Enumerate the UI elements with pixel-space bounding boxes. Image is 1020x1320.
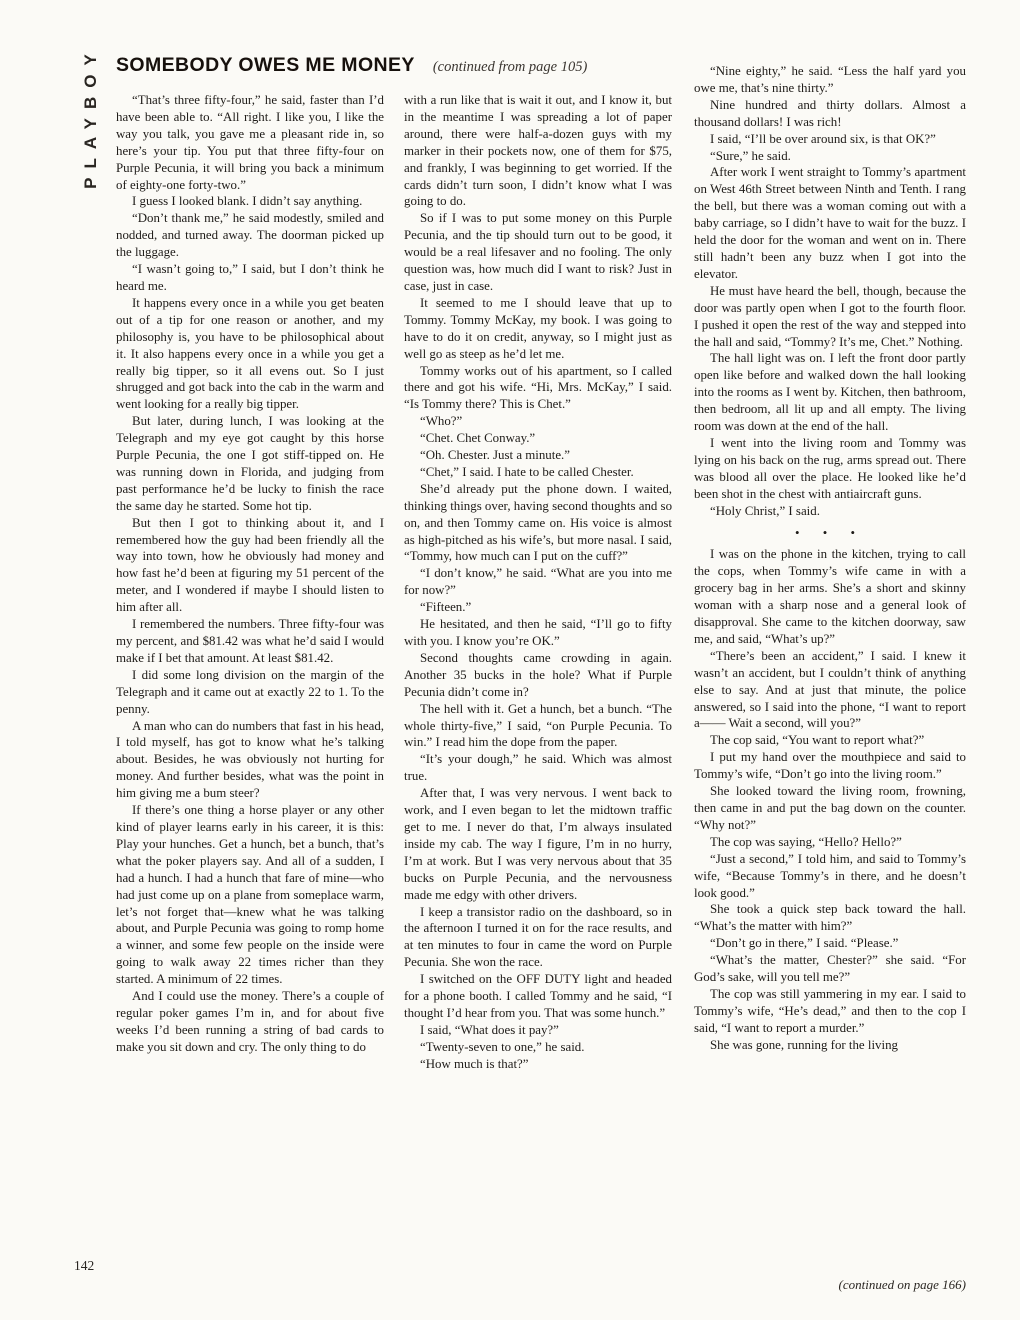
paragraph: But later, during lunch, I was looking at the Telegraph and my eye got caught by this horse Purple Pecunia, the one I got stiff-tipped on. He was running down in Florida, and judging from past performance he’d be lucky to finish the race the same day he started. Some hot tip.	[116, 414, 384, 513]
paragraph: I went into the living room and Tommy was lying on his back on the rug, arms spread out. There was blood all over the place. He looked like he’d been shot in the chest with antiaircraft guns.	[694, 435, 966, 501]
continued-on-note: (continued on page 166)	[838, 1277, 966, 1292]
paragraph: “I don’t know,” he said. “What are you into me for now?”	[404, 566, 672, 598]
paragraph: And I could use the money. There’s a couple of regular poker games I’m in, and for about five weeks I’d been running a string of bad cards to make you sit down and cry. The only thing to do	[116, 989, 384, 1054]
paragraph: I said, “What does it pay?”	[420, 1022, 559, 1037]
paragraph: “Chet,” I said. I hate to be called Chester.	[420, 464, 634, 479]
paragraph: “Holy Christ,” I said.	[710, 503, 820, 518]
paragraph: I put my hand over the mouthpiece and said to Tommy’s wife, “Don’t go into the living room.”	[694, 750, 966, 782]
text-column-1	[116, 92, 384, 1056]
text-column-2	[404, 92, 672, 1073]
paragraph: “There’s been an accident,” I said. I knew it wasn’t an accident, but I couldn’t think of anything else to say. And at just that minute, the police answered, so I said into the phone, “I want to report a—— Wait a second, will you?”	[694, 648, 966, 731]
paragraph: “Just a second,” I told him, and said to Tommy’s wife, “Because Tommy’s in there, and he doesn’t look good.”	[694, 851, 966, 900]
paragraph: I said, “I’ll be over around six, is that OK?”	[710, 131, 936, 146]
paragraph: “Sure,” he said.	[710, 148, 791, 163]
paragraph: “How much is that?”	[420, 1056, 529, 1071]
paragraph: I was on the phone in the kitchen, trying to call the cops, when Tommy’s wife came in with a grocery bag in her arms. She’s a short and skinny woman with a sharp nose and a general look of disapproval. She came to the kitchen doorway, saw me, and said, “What’s up?”	[694, 547, 966, 646]
paragraph: After that, I was very nervous. I went back to work, and I even began to let the midtown traffic get to me. I never do that, I’m always insulated inside my cab. The way I figure, I’m in no hurry, I’m at work. But I was very nervous about that 35 bucks on Purple Pecunia, and the nervousness made me edgy with other drivers.	[404, 786, 672, 902]
paragraph: I guess I looked blank. I didn’t say anything.	[132, 194, 363, 209]
paragraph: I keep a transistor radio on the dashboard, so in the afternoon I turned it on for the race results, and at ten minutes to four in came the word on Purple Pecunia. She won the race.	[404, 904, 672, 970]
paragraph: “Don’t go in there,” I said. “Please.”	[710, 936, 899, 951]
paragraph: The cop said, “You want to report what?”	[710, 733, 925, 748]
continued-from-note: (continued from page 105)	[432, 59, 588, 75]
paragraph: It seemed to me I should leave that up to Tommy. Tommy McKay, my book. I was going to have to do it on credit, anyway, so I might just as well go as steep as he’d let me.	[404, 295, 672, 361]
paragraph: “Chet. Chet Conway.”	[420, 431, 536, 446]
masthead-text: PLAYBOY	[81, 45, 100, 189]
paragraph: Tommy works out of his apartment, so I called there and got his wife. “Hi, Mrs. McKay,” I said. “Is Tommy there? This is Chet.”	[404, 363, 672, 412]
paragraph: “What’s the matter, Chester?” she said. “For God’s sake, will you tell me?”	[694, 953, 966, 985]
paragraph: He hesitated, and then he said, “I’ll go to fifty with you. I know you’re OK.”	[404, 617, 672, 648]
paragraph: “It’s your dough,” he said. Which was almost true.	[404, 752, 672, 784]
masthead	[78, 45, 104, 189]
paragraph: “Twenty-seven to one,” he said.	[420, 1039, 585, 1054]
text-column-3	[694, 63, 966, 1054]
article-title: SOMEBODY OWES ME MONEY	[116, 54, 415, 76]
section-break: • • •	[795, 526, 865, 541]
paragraph: So if I was to put some money on this Purple Pecunia, and the tip should turn out to be good, it would be a real lifesaver and no fooling. The only question was, how much did I want to risk? Just in case, just in case.	[404, 211, 672, 293]
paragraph: I did some long division on the margin of the Telegraph and it came out at exactly 22 to 1. To the penny.	[116, 667, 384, 716]
paragraph: After work I went straight to Tommy’s apartment on West 46th Street between Ninth and Tenth. I rang the bell, but there was a woman coming out with a baby carriage, so I didn’t have to wait for the buzz. I held the door for the woman and went on in. There still hadn’t been any buzz when I got into the elevator.	[694, 165, 966, 281]
paragraph: Nine hundred and thirty dollars. Almost a thousand dollars! I was rich!	[694, 97, 966, 129]
paragraph: with a run like that is wait it out, and I know it, but in the meantime I was spreading a lot of paper around, there were half-a-dozen guys with my marker in their pockets now, one of them for $75, and frankly, I was beginning to get worried. If the cards didn’t turn soon, I didn’t know what I was going to do.	[404, 93, 672, 209]
paragraph: He must have heard the bell, though, because the door was partly open when I got to the fourth floor. I pushed it open the rest of the way and stepped into the hall and said, “Tommy? It’s me, Chet.” Nothing.	[694, 283, 966, 349]
paragraph: The hell with it. Get a hunch, bet a bunch. “The whole thirty-five,” I said, “on Purple Pecunia. To win.” I read him the dope from the paper.	[404, 701, 672, 750]
paragraph: A man who can do numbers that fast in his head, I told myself, has got to know what he’s talking about. Besides, he was obviously not hurting for money. And further besides, what was the point in him giving me a bum steer?	[116, 718, 384, 801]
paragraph: It happens every once in a while you get beaten out of a tip for one reason or another, and my philosophy is, you have to be philosophical about it. It also happens every once in a while you get a really big tipper, so it all evens out. So I just shrugged and got back into the cab in the warm and went looking for a really big tipper.	[116, 295, 384, 412]
paragraph: But then I got to thinking about it, and I remembered how the guy had been friendly all the way into town, how he obviously had money and how fast he’d been at figuring my 51 percent of the meter, and I wondered if maybe I should listen to him after all.	[116, 515, 384, 615]
paragraph: If there’s one thing a horse player or any other kind of player learns early in his career, it is this: Play your hunches. Get a hunch, bet a bunch, that’s what the poker players say. And all of a sudden, I had a hunch. I had a hunch that fare of mine—who had just come up on a plane from someplace warm, let’s not forget that—knew what he was talking about, and Purple Pecunia was going to romp home a winner, and some few people on the inside were going to walk away 22 times richer than they started. A minimum of 22 times.	[116, 803, 384, 987]
paragraph: The cop was saying, “Hello? Hello?”	[710, 834, 902, 849]
paragraph: She looked toward the living room, frowning, then came in and put the bag down on the counter. “Why not?”	[694, 784, 966, 832]
paragraph: The cop was still yammering in my ear. I said to Tommy’s wife, “He’s dead,” and then to the cop I said, “I want to report a murder.”	[694, 986, 966, 1035]
paragraph: “Fifteen.”	[420, 600, 472, 615]
paragraph: “I wasn’t going to,” I said, but I don’t think he heard me.	[116, 262, 384, 293]
paragraph: “Oh. Chester. Just a minute.”	[420, 448, 571, 463]
paragraph: She took a quick step back toward the hall. “What’s the matter with him?”	[694, 902, 966, 934]
paragraph: The hall light was on. I left the front door partly open like before and walked down the hall looking into the rooms as I went by. Kitchen, then bathroom, then bedroom, all lit up and all empty. The living room was down at the end of the hall.	[694, 351, 966, 434]
paragraph: “Don’t thank me,” he said modestly, smiled and nodded, and turned away. The doorman picked up the luggage.	[116, 211, 384, 260]
paragraph: I remembered the numbers. Three fifty-four was my percent, and $81.42 was what he’d said I would make if I bet that amount. At least $81.42.	[116, 617, 384, 665]
paragraph: She’d already put the phone down. I waited, thinking things over, having second thoughts and so on, and then Tommy came on. His voice is almost as high-pitched as his wife’s, but more nasal. I said, “Tommy, how much can I put on the cuff?”	[404, 481, 673, 564]
paragraph: I switched on the OFF DUTY light and headed for a phone booth. I called Tommy and he said, “I thought I’d hear from you. That was some hunch.”	[404, 972, 672, 1020]
article-header	[116, 54, 676, 82]
paragraph: Second thoughts came crowding in again. Another 35 bucks in the hole? What if Purple Pecunia didn’t come in?	[404, 650, 672, 699]
paragraph: “Who?”	[420, 414, 463, 429]
page-number: 142	[74, 1258, 95, 1273]
paragraph: She was gone, running for the living	[710, 1037, 898, 1052]
paragraph: “Nine eighty,” he said. “Less the half yard you owe me, that’s nine thirty.”	[694, 64, 966, 95]
paragraph: “That’s three fifty-four,” he said, faster than I’d have been able to. “All right. I like you, I like the way you talk, you gave me a pleasant ride in, so here’s your tip. You put that three fifty-four on Purple Pecunia, it will bring you back a minimum of eighty-one forty-two.”	[116, 93, 384, 192]
